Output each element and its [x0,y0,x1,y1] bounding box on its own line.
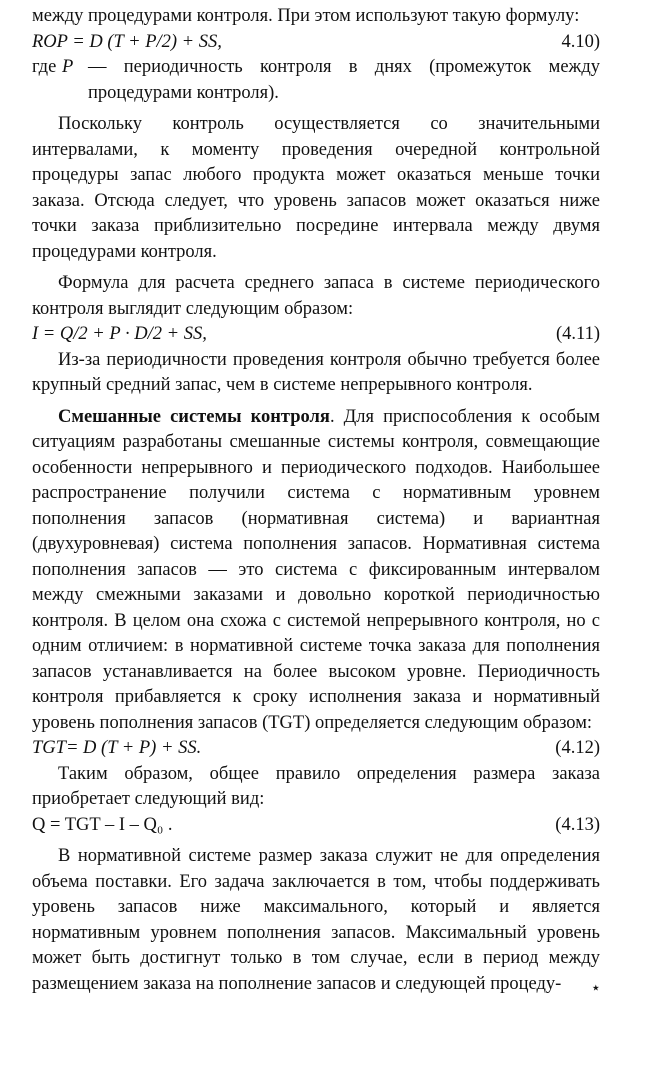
paragraph-periodicity: Из-за периодичности проведения контроля обычно требуется более крупный средний запас, чем в системе непрерывного контроля. [32,349,600,395]
formula-4-13 [32,813,600,839]
formula-expression: I = Q/2 + P · D/2 + SS, [32,324,207,344]
formula-4-12 [32,736,600,762]
formula-number: (4.11) [555,324,600,344]
paragraph-control-intervals: Поскольку контроль осуществляется со значительными интервалами, к моменту проведения очередной контрольной процедуры запас любого продукта может оказаться меньше точки заказа. Отсюда следует, что уровень запасов может оказаться ниже точки заказа приблизительно посредине интервала между двумя процедурами контроля. [32,114,600,262]
formula-expression: ROP = D (T + P/2) + SS, [32,31,222,52]
where-variable: P [62,57,74,77]
formula-4-10 [32,30,600,56]
corner-mark: ٭ [592,981,600,996]
paragraph-continuation: между процедурами контроля. При этом используют такую формулу: [32,6,580,26]
formula-expression: Q = TGT – I – Q₀ . [32,814,173,835]
where-clause [32,55,600,106]
formula-number: (4.12) [555,738,600,758]
paragraph-order-rule: Таким образом, общее правило определения размера заказа приобретает следующий вид: [32,763,600,809]
section-heading-mixed-systems: Смешанные системы контроля [58,406,330,427]
formula-expression: TGT= D (T + P) + SS. [32,738,202,758]
where-label: где [32,57,57,77]
formula-number: 4.10) [561,31,600,52]
paragraph-average-stock-intro: Формула для расчета среднего запаса в системе периодического контроля выглядит следующим образом: [32,273,600,319]
where-description: — периодичность контроля в днях (промежуток между процедурами контроля). [88,57,600,103]
paragraph-mixed-systems-body: . Для приспособления к особым ситуациям разработаны смешанные системы контроля, совмещающие особенности непрерывного и периодического подходов. Наибольшее распространение получили система с нормативным уровнем пополнения запасов (нормативная система) и вариантная (двухуровневая) система пополнения запасов. Нормативная система пополнения запасов — это система с фиксированным интервалом между смежными заказами и довольно короткой периодичностью контроля. В целом она схожа с системой непрерывного контроля, но с одним отличием: в нормативной системе точка заказа для пополнения запасов устанавливается на более высоком уровне. Периодичность контроля прибавляется к сроку исполнения заказа и нормативный уровень пополнения запасов (TGT) определяется следующим образом: [32,406,601,733]
formula-4-11 [32,322,600,348]
formula-number: (4.13) [555,814,600,835]
paragraph-normative-system: В нормативной системе размер заказа служит не для определения объема поставки. Его задача заключается в том, чтобы поддерживать уровень запасов ниже максимального, который и является нормативным уровнем пополнения запасов. Максимальный уровень может быть достигнут только в том случае, если в период между размещением заказа на пополнение запасов и следующей процеду- [32,846,600,994]
paragraph-mixed-systems [32,405,600,737]
